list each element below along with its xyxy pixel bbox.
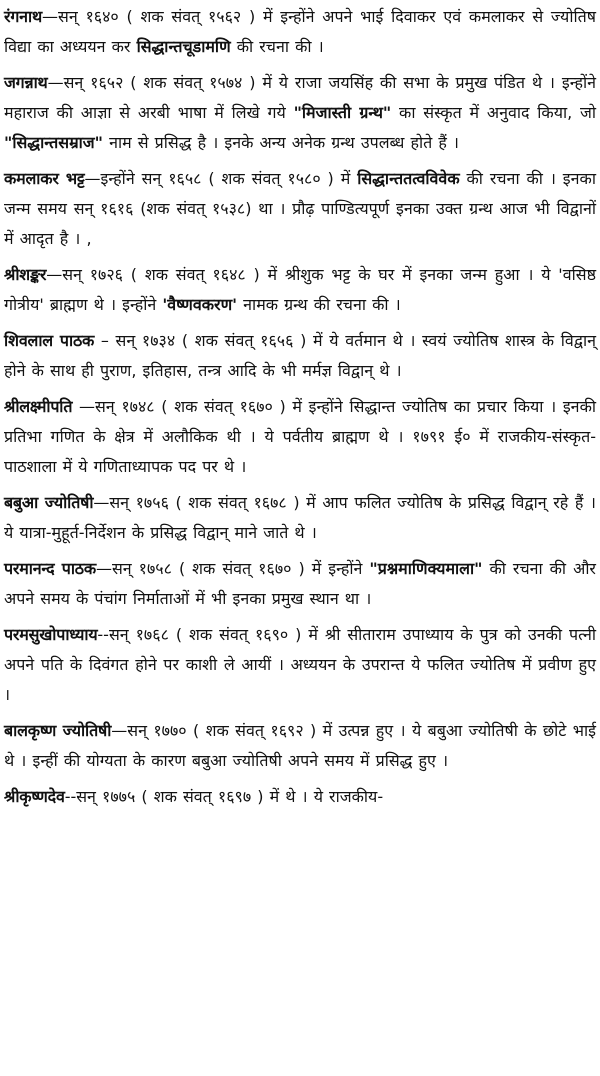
entry-name: श्रीकृष्णदेव xyxy=(4,787,65,806)
entry-name: परमानन्द पाठक xyxy=(4,559,96,578)
work-title: सिद्धान्ततत्वविवेक xyxy=(357,169,460,188)
entry-paragraph xyxy=(4,68,596,158)
entry-text: नामक ग्रन्थ की रचना की । xyxy=(237,295,401,314)
entry-text: – सन् १७३४ ( शक संवत् १६५६ ) में ये वर्तमान थे । स्वयं ज्योतिष शास्त्र के विद्वान् होने के साथ ही पुराण, इतिहास, तन्त्र आदि के भी मर्मज्ञ विद्वान् थे । xyxy=(4,331,597,380)
entry-paragraph xyxy=(4,326,596,386)
entry-name: श्रीशङ्कर xyxy=(4,265,47,284)
entry-text: की रचना की और अपने समय के पंचांग निर्माताओं में भी इनका प्रमुख स्थान था । xyxy=(4,559,596,608)
entry-text: का संस्कृत में अनुवाद किया, जो xyxy=(391,103,597,122)
biography-entry xyxy=(4,260,596,320)
entry-paragraph xyxy=(4,488,596,548)
biography-entry xyxy=(4,554,596,614)
entry-text: --सन् १७७५ ( शक संवत् १६९७ ) में थे । ये राजकीय- xyxy=(64,787,384,806)
entry-name: जगन्नाथ xyxy=(4,73,48,92)
entry-paragraph xyxy=(4,554,596,614)
work-title: सिद्धान्तचूडामणि xyxy=(136,37,231,56)
entry-text: —सन् १६४० ( शक संवत् १५६२ ) में इन्होंने अपने भाई दिवाकर एवं कमलाकर से ज्योतिष विद्या का अध्ययन कर xyxy=(4,7,596,56)
biography-entry xyxy=(4,782,596,812)
entry-text: —सन् १७५८ ( शक संवत् १६७० ) में इन्होंने xyxy=(95,559,370,578)
biography-entry xyxy=(4,716,596,776)
entry-text: —सन् १७२६ ( शक संवत् १६४८ ) में श्रीशुक भट्ट के घर में इनका जन्म हुआ । ये 'वसिष्ठ गोत्रीय' ब्राह्मण थे । इन्होंने xyxy=(4,265,596,314)
entry-text: --सन् १७६८ ( शक संवत् १६९० ) में श्री सीताराम उपाध्याय के पुत्र को उनकी पत्नी अपने पति के दिवंगत होने पर काशी ले आयीं । अध्ययन के उपरान्त ये फलित ज्योतिष में प्रवीण हुए । xyxy=(4,625,596,704)
biography-entry xyxy=(4,392,596,482)
biography-entry xyxy=(4,68,596,158)
entry-name: परमसुखोपाध्याय xyxy=(4,625,98,644)
work-title: "प्रश्नमाणिक्यमाला" xyxy=(369,559,483,578)
entry-text: —सन् १७७० ( शक संवत् १६९२ ) में उत्पन्न हुए । ये बबुआ ज्योतिषी के छोटे भाई थे । इन्हीं की योग्यता के कारण बबुआ ज्योतिषी अपने समय में प्रसिद्ध हुए । xyxy=(4,721,596,770)
entry-paragraph xyxy=(4,620,596,710)
entry-name: बबुआ ज्योतिषी xyxy=(4,493,94,512)
entry-text: —सन् १७५६ ( शक संवत् १६७८ ) में आप फलित ज्योतिष के प्रसिद्ध विद्वान् रहे हैं । ये यात्रा-मुहूर्त-निर्देशन के प्रसिद्ध विद्वान् माने जाते थे । xyxy=(4,493,596,542)
entry-name: बालकृष्ण ज्योतिषी xyxy=(4,721,112,740)
entry-name: कमलाकर भट्ट xyxy=(4,169,85,188)
entry-paragraph xyxy=(4,2,596,62)
entry-paragraph xyxy=(4,782,596,812)
entry-text: की रचना की । xyxy=(230,37,324,56)
entry-text: —सन् १६५२ ( शक संवत् १५७४ ) में ये राजा जयसिंह की सभा के प्रमुख पंडित थे । इन्होंने महाराज की आज्ञा से अरबी भाषा में लिखे गये xyxy=(4,73,596,122)
entry-name: रंगनाथ xyxy=(4,7,43,26)
entry-paragraph xyxy=(4,392,596,482)
entry-paragraph xyxy=(4,260,596,320)
biography-entry xyxy=(4,488,596,548)
work-title: 'वैष्णवकरण' xyxy=(162,295,238,314)
biography-entry xyxy=(4,326,596,386)
entry-text: —इन्होंने सन् १६५८ ( शक संवत् १५८० ) में xyxy=(84,169,358,188)
biography-entry xyxy=(4,620,596,710)
entry-paragraph xyxy=(4,164,596,254)
work-title: "मिजास्ती ग्रन्थ" xyxy=(293,103,392,122)
entry-name: श्रीलक्ष्मीपति xyxy=(4,397,73,416)
entry-paragraph xyxy=(4,716,596,776)
biography-entry xyxy=(4,2,596,62)
entry-text: —सन् १७४८ ( शक संवत् १६७० ) में इन्होंने सिद्धान्त ज्योतिष का प्रचार किया । इनकी प्रतिभा गणित के क्षेत्र में अलौकिक थी । ये पर्वतीय ब्राह्मण थे । १७९१ ई० में राजकीय-संस्कृत-पाठशाला में ये गणिताध्यापक पद पर थे । xyxy=(4,397,596,476)
entry-text: नाम से प्रसिद्ध है । इनके अन्य अनेक ग्रन्थ उपलब्ध होते हैं । xyxy=(103,133,459,152)
biography-entry xyxy=(4,164,596,254)
work-title: "सिद्धान्तसम्राज" xyxy=(4,133,104,152)
entry-name: शिवलाल पाठक xyxy=(4,331,95,350)
entry-text: की रचना की । इनका जन्म समय सन् १६१६ (शक संवत् १५३८) था । प्रौढ़ पाण्डित्यपूर्ण इनका उक्त ग्रन्थ आज भी विद्वानों में आदृत है । , xyxy=(4,169,596,248)
